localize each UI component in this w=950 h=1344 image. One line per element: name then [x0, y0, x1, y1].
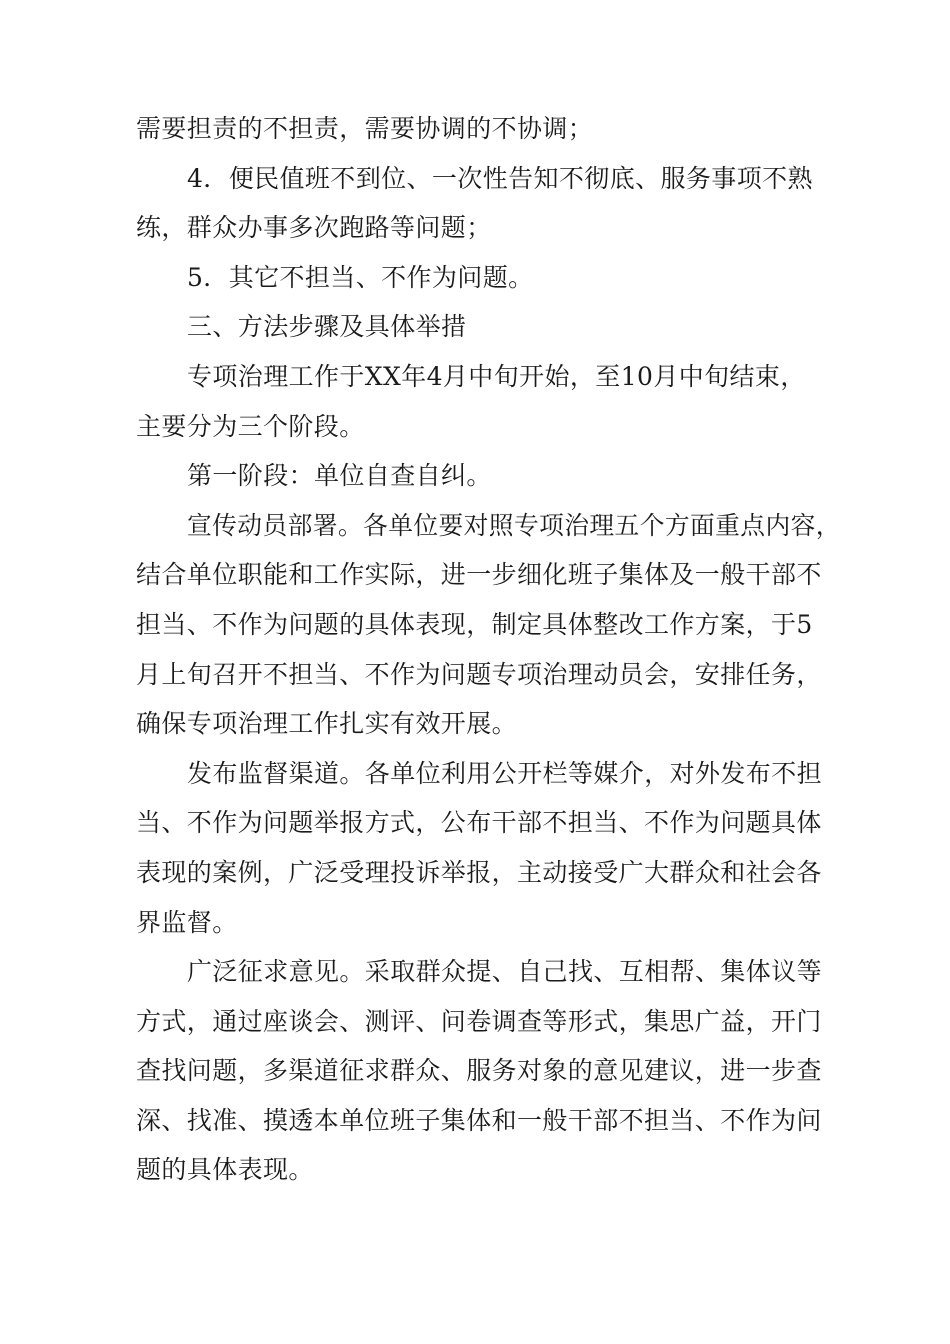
text-line: 查找问题，多渠道征求群众、服务对象的意见建议，进一步查 [136, 1056, 822, 1086]
text-line: 发布监督渠道。各单位利用公开栏等媒介，对外发布不担 [187, 758, 823, 788]
document-body [136, 104, 846, 1195]
text-line: 结合单位职能和工作实际，进一步细化班子集体及一般干部不 [136, 560, 822, 590]
text-line: 题的具体表现。 [136, 1155, 314, 1185]
text-line: 广泛征求意见。采取群众提、自己找、互相帮、集体议等 [187, 957, 823, 987]
text-line: 4．便民值班不到位、一次性告知不彻底、服务事项不熟 [187, 163, 813, 193]
text-line: 当、不作为问题举报方式，公布干部不担当、不作为问题具体 [136, 808, 822, 838]
text-line: 表现的案例，广泛受理投诉举报，主动接受广大群众和社会各 [136, 857, 822, 887]
text-line: 主要分为三个阶段。 [136, 411, 365, 441]
text-line: 深、找准、摸透本单位班子集体和一般干部不担当、不作为问 [136, 1105, 822, 1135]
text-line: 专项治理工作于XX年4月中旬开始，至10月中旬结束， [187, 361, 806, 391]
section-heading: 三、方法步骤及具体举措 [187, 312, 467, 342]
text-line: 界监督。 [136, 907, 238, 937]
text-line: 练，群众办事多次跑路等问题； [136, 213, 492, 243]
text-line: 确保专项治理工作扎实有效开展。 [136, 709, 518, 739]
text-line: 需要担责的不担责，需要协调的不协调； [136, 114, 594, 143]
text-line: 月上旬召开不担当、不作为问题专项治理动员会，安排任务， [136, 659, 822, 689]
text-line: 担当、不作为问题的具体表现，制定具体整改工作方案，于5 [136, 609, 813, 639]
text-line: 宣传动员部署。各单位要对照专项治理五个方面重点内容， [187, 510, 841, 540]
text-line: 5．其它不担当、不作为问题。 [187, 262, 534, 292]
stage-heading: 第一阶段：单位自查自纠。 [187, 461, 492, 491]
text-line: 方式，通过座谈会、测评、问卷调查等形式，集思广益，开门 [136, 1006, 822, 1036]
